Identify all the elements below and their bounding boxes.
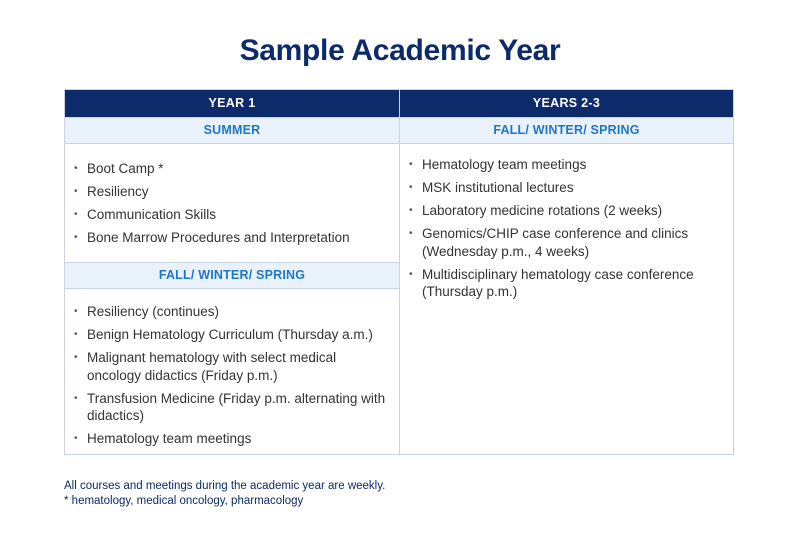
- year1-header: YEAR 1: [65, 90, 399, 117]
- list-item: • Hematology team meetings: [65, 430, 399, 448]
- year1-summer-header: SUMMER: [65, 117, 399, 144]
- year1-fall-section: [65, 289, 399, 448]
- list-item: • Genomics/CHIP case conference and clinics (Wednesday p.m., 4 weeks): [400, 225, 733, 260]
- schedule-table: [64, 89, 734, 455]
- year1-summer-section: [65, 144, 399, 262]
- years23-fall-section: [400, 144, 733, 301]
- years23-fall-header: FALL/ WINTER/ SPRING: [400, 117, 733, 144]
- list-item: • Boot Camp *: [65, 160, 399, 178]
- footnote-weekly: All courses and meetings during the academic year are weekly.: [64, 480, 386, 492]
- list-item: • Resiliency: [65, 183, 399, 201]
- footnotes: [64, 479, 385, 508]
- list-item: • Malignant hematology with select medical oncology didactics (Friday p.m.): [65, 349, 399, 384]
- list-item: • Communication Skills: [65, 206, 399, 224]
- footnote-asterisk: * hematology, medical oncology, pharmacology: [64, 494, 304, 507]
- list-item: • Resiliency (continues): [65, 303, 399, 321]
- years23-header: YEARS 2-3: [400, 90, 733, 117]
- list-item: • MSK institutional lectures: [400, 179, 733, 197]
- list-item: • Hematology team meetings: [400, 156, 733, 174]
- list-item: • Benign Hematology Curriculum (Thursday a.m.): [65, 326, 399, 344]
- list-item: • Laboratory medicine rotations (2 weeks): [400, 202, 733, 220]
- year1-column: [65, 90, 400, 454]
- list-item: • Transfusion Medicine (Friday p.m. alternating with didactics): [65, 390, 399, 425]
- list-item: • Bone Marrow Procedures and Interpretation: [65, 229, 399, 247]
- years23-column: [400, 90, 733, 454]
- page-title: Sample Academic Year: [239, 34, 561, 67]
- list-item: • Multidisciplinary hematology case conference (Thursday p.m.): [400, 266, 733, 301]
- year1-fall-header: FALL/ WINTER/ SPRING: [65, 262, 399, 289]
